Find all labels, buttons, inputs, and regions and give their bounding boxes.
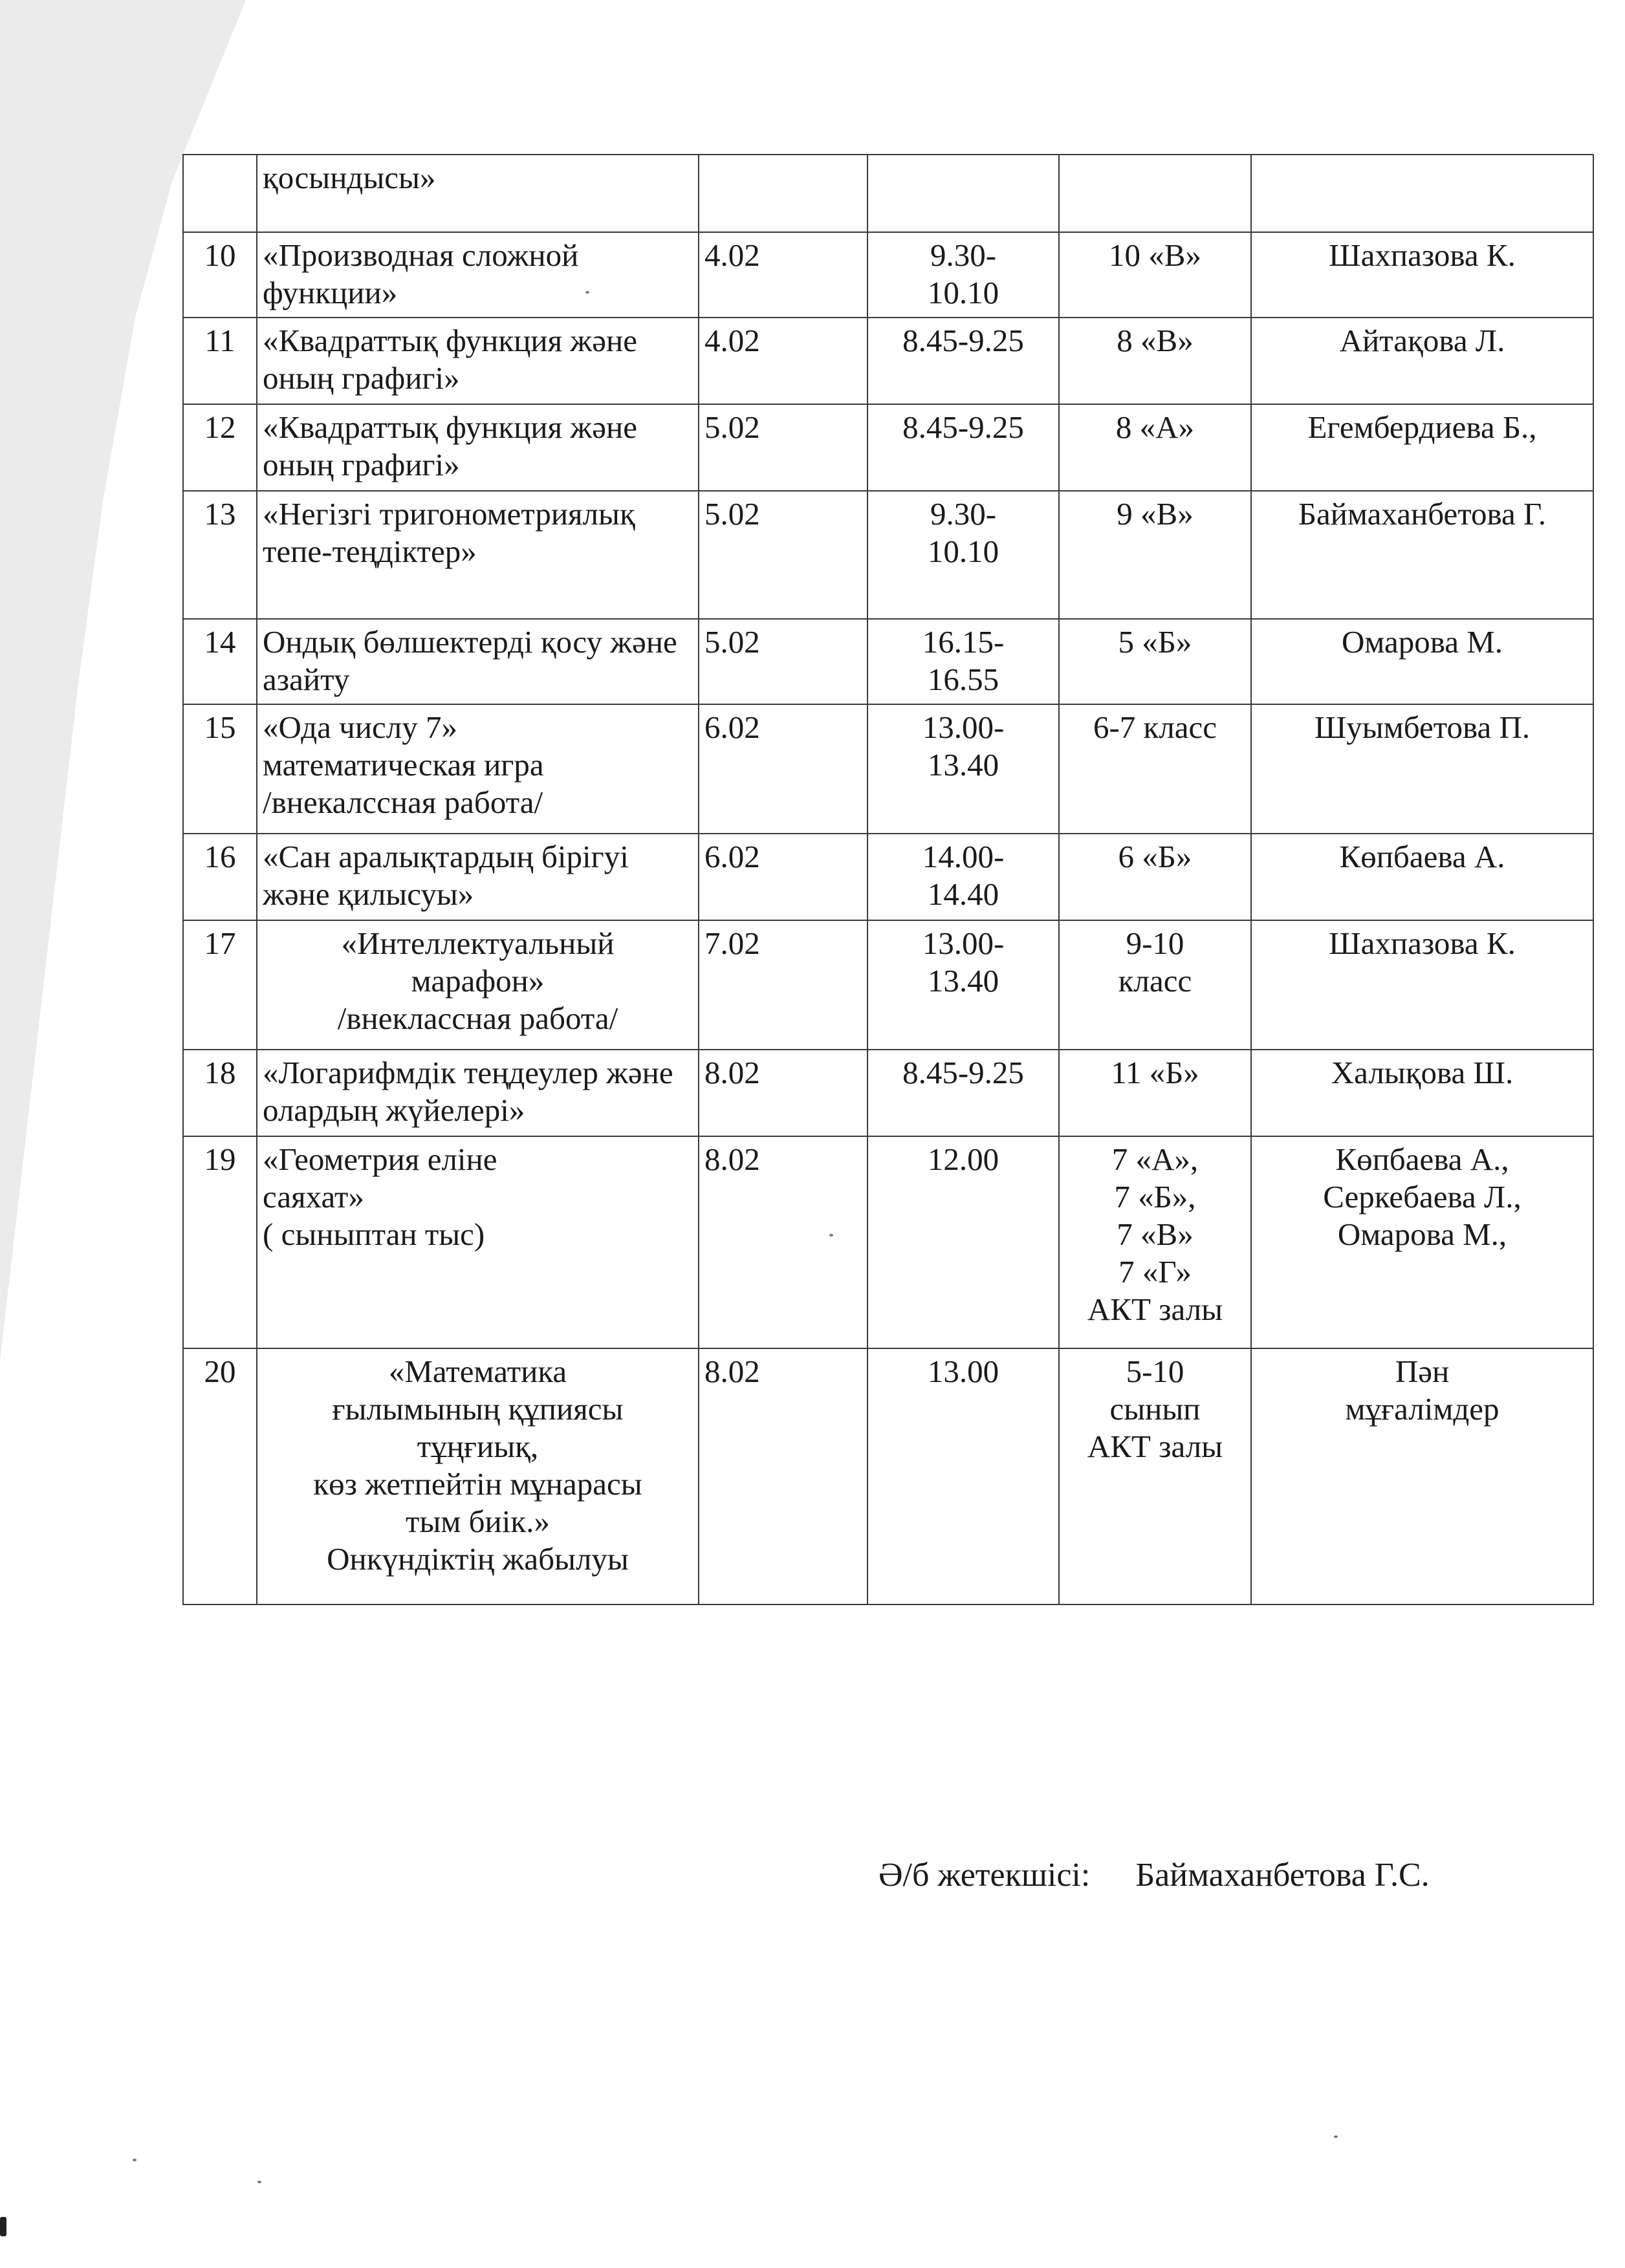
- event-teacher-cell: [1251, 704, 1593, 834]
- table-row: [183, 491, 1593, 619]
- event-teacher-cell: [1251, 619, 1593, 704]
- event-teacher: Көпбаева А.: [1339, 839, 1505, 874]
- event-class: 6 «Б»: [1118, 839, 1192, 874]
- event-date-cell: [699, 1348, 867, 1604]
- event-class: 5-10 сынып АКТ залы: [1087, 1354, 1223, 1464]
- event-time-cell: [867, 232, 1059, 318]
- event-time-cell: [867, 619, 1059, 704]
- event-time-cell: [867, 1050, 1059, 1136]
- row-number: 17: [204, 925, 236, 961]
- event-date-cell: [699, 155, 867, 232]
- event-date-cell: [699, 834, 867, 920]
- event-class-cell: [1059, 920, 1251, 1050]
- event-class-cell: [1059, 232, 1251, 318]
- event-teacher-cell: [1251, 1348, 1593, 1604]
- row-number-cell: [183, 834, 257, 920]
- row-number-cell: [183, 920, 257, 1050]
- row-number-cell: [183, 619, 257, 704]
- event-title: «Квадраттық функция және оның графигі»: [263, 323, 638, 396]
- event-time: 12.00: [927, 1141, 999, 1177]
- event-date: 8.02: [704, 1055, 760, 1090]
- scan-speck: [133, 2159, 136, 2161]
- event-date: 5.02: [704, 496, 760, 532]
- row-number: 12: [204, 409, 236, 445]
- event-date: 5.02: [704, 409, 760, 445]
- event-class-cell: [1059, 704, 1251, 834]
- event-date-cell: [699, 404, 867, 491]
- event-date-cell: [699, 1050, 867, 1136]
- event-teacher-cell: [1251, 1050, 1593, 1136]
- event-time: 8.45-9.25: [902, 323, 1024, 358]
- event-title: «Геометрия еліне саяхат» ( сыныптан тыс): [263, 1141, 497, 1252]
- event-title: «Ода числу 7» математическая игра /внекалссная работа/: [263, 709, 544, 820]
- row-number: 14: [204, 624, 236, 660]
- event-time: 13.00- 13.40: [922, 709, 1005, 783]
- row-number: 15: [204, 709, 236, 745]
- scan-speck: [257, 2181, 261, 2183]
- event-time: 8.45-9.25: [902, 409, 1024, 445]
- event-class: 5 «Б»: [1118, 624, 1192, 660]
- table-row: [183, 1136, 1593, 1348]
- event-title: «Интеллектуальный марафон» /внеклассная работа/: [337, 925, 618, 1036]
- event-date-cell: [699, 491, 867, 619]
- event-date: 8.02: [704, 1141, 760, 1177]
- event-teacher: Айтақова Л.: [1339, 323, 1505, 358]
- row-number-cell: [183, 1136, 257, 1348]
- event-class: 10 «В»: [1109, 237, 1201, 273]
- event-title-cell: [257, 1050, 699, 1136]
- event-title-cell: [257, 619, 699, 704]
- table-row: [183, 155, 1593, 232]
- event-teacher: Көпбаева А., Серкебаева Л., Омарова М.,: [1323, 1141, 1521, 1252]
- event-title: «Логарифмдік теңдеулер және олардың жүйелері»: [263, 1055, 673, 1128]
- event-title-cell: [257, 404, 699, 491]
- row-number: 18: [204, 1055, 236, 1090]
- signature-name: Баймаханбетова Г.С.: [1135, 1857, 1430, 1894]
- row-number-cell: [183, 1348, 257, 1604]
- row-number: 10: [204, 237, 236, 273]
- event-teacher: Шуымбетова П.: [1314, 709, 1531, 745]
- event-class: 8 «В»: [1117, 323, 1194, 358]
- signature-role: Ә/б жетекшісі:: [878, 1857, 1091, 1894]
- table-row: [183, 704, 1593, 834]
- signature-block: [878, 1856, 1430, 1894]
- event-title: «Квадраттық функция және оның графигі»: [263, 409, 638, 482]
- event-title-cell: [257, 834, 699, 920]
- event-time: 16.15- 16.55: [922, 624, 1005, 697]
- row-number: 19: [204, 1141, 236, 1177]
- event-title: «Математика ғылымының құпиясы тұңғиық, көз жетпейтін мұнарасы тым биік.» Онкүндіктің жабылуы: [313, 1354, 642, 1577]
- event-teacher-cell: [1251, 491, 1593, 619]
- row-number-cell: [183, 491, 257, 619]
- event-teacher: Шахпазова К.: [1329, 237, 1516, 273]
- row-number: 13: [204, 496, 236, 532]
- event-title-cell: [257, 232, 699, 318]
- event-title-cell: [257, 1348, 699, 1604]
- event-time: 14.00- 14.40: [922, 839, 1005, 912]
- event-teacher: Омарова М.: [1341, 624, 1503, 660]
- event-class-cell: [1059, 1050, 1251, 1136]
- event-teacher: Шахпазова К.: [1329, 925, 1516, 961]
- event-teacher: Халықова Ш.: [1331, 1055, 1514, 1090]
- event-title: Ондық бөлшектерді қосу және азайту: [263, 624, 677, 697]
- event-date: 6.02: [704, 839, 760, 874]
- event-time: 9.30- 10.10: [927, 237, 999, 310]
- event-class: 8 «А»: [1115, 409, 1195, 445]
- event-date: 8.02: [704, 1354, 760, 1389]
- table-row: [183, 318, 1593, 404]
- event-title-cell: [257, 155, 699, 232]
- event-class: 11 «Б»: [1111, 1055, 1199, 1090]
- event-title: қосындысы»: [263, 160, 436, 195]
- event-teacher-cell: [1251, 1136, 1593, 1348]
- row-number-cell: [183, 155, 257, 232]
- row-number: 20: [204, 1354, 236, 1389]
- row-number: 16: [204, 839, 236, 874]
- event-teacher: Пән мұғалімдер: [1345, 1354, 1500, 1427]
- event-title: «Производная сложной функции»: [263, 237, 579, 310]
- event-teacher-cell: [1251, 318, 1593, 404]
- event-teacher-cell: [1251, 155, 1593, 232]
- event-teacher-cell: [1251, 834, 1593, 920]
- event-time: 13.00- 13.40: [922, 925, 1005, 999]
- event-date-cell: [699, 704, 867, 834]
- table-row: [183, 232, 1593, 318]
- row-number-cell: [183, 232, 257, 318]
- event-class: 7 «А», 7 «Б», 7 «В» 7 «Г» АКТ залы: [1087, 1141, 1223, 1327]
- event-class-cell: [1059, 619, 1251, 704]
- table-row: [183, 404, 1593, 491]
- event-time-cell: [867, 491, 1059, 619]
- event-class-cell: [1059, 1348, 1251, 1604]
- table-row: [183, 920, 1593, 1050]
- event-date-cell: [699, 619, 867, 704]
- event-title-cell: [257, 318, 699, 404]
- event-date-cell: [699, 232, 867, 318]
- event-class: 9 «В»: [1117, 496, 1194, 532]
- event-date-cell: [699, 1136, 867, 1348]
- event-time-cell: [867, 704, 1059, 834]
- event-time: 13.00: [927, 1354, 999, 1389]
- event-class: 9-10 класс: [1118, 925, 1192, 999]
- event-class-cell: [1059, 404, 1251, 491]
- event-time: 8.45-9.25: [902, 1055, 1024, 1090]
- event-time-cell: [867, 1136, 1059, 1348]
- event-class-cell: [1059, 491, 1251, 619]
- scan-speck: [1334, 2135, 1338, 2138]
- table-row: [183, 1348, 1593, 1604]
- event-time-cell: [867, 834, 1059, 920]
- event-date: 5.02: [704, 624, 760, 660]
- event-teacher: Баймаханбетова Г.: [1298, 496, 1547, 532]
- event-teacher: Егембердиева Б.,: [1307, 409, 1537, 445]
- event-time-cell: [867, 318, 1059, 404]
- row-number-cell: [183, 704, 257, 834]
- event-date: 7.02: [704, 925, 760, 961]
- event-class-cell: [1059, 155, 1251, 232]
- event-time-cell: [867, 155, 1059, 232]
- table-row: [183, 619, 1593, 704]
- event-title-cell: [257, 704, 699, 834]
- row-number-cell: [183, 318, 257, 404]
- row-number-cell: [183, 1050, 257, 1136]
- event-date: 6.02: [704, 709, 760, 745]
- event-class-cell: [1059, 318, 1251, 404]
- event-class: 6-7 класс: [1093, 709, 1217, 745]
- event-time-cell: [867, 1348, 1059, 1604]
- event-date-cell: [699, 920, 867, 1050]
- event-teacher-cell: [1251, 404, 1593, 491]
- event-date-cell: [699, 318, 867, 404]
- event-time-cell: [867, 920, 1059, 1050]
- event-date: 4.02: [704, 323, 760, 358]
- event-title: «Негізгі тригонометриялық тепе-теңдіктер»: [263, 496, 635, 569]
- event-class-cell: [1059, 1136, 1251, 1348]
- event-date: 4.02: [704, 237, 760, 273]
- event-class-cell: [1059, 834, 1251, 920]
- row-number: 11: [204, 323, 235, 358]
- row-number-cell: [183, 404, 257, 491]
- event-teacher-cell: [1251, 232, 1593, 318]
- event-teacher-cell: [1251, 920, 1593, 1050]
- table-row: [183, 1050, 1593, 1136]
- event-schedule-table: [182, 154, 1594, 1605]
- event-title-cell: [257, 1136, 699, 1348]
- event-time-cell: [867, 404, 1059, 491]
- event-title-cell: [257, 920, 699, 1050]
- event-time: 9.30- 10.10: [927, 496, 999, 569]
- event-title-cell: [257, 491, 699, 619]
- scan-edge-mark: [0, 2217, 6, 2236]
- table-row: [183, 834, 1593, 920]
- event-title: «Сан аралықтардың бірігуі және қилысуы»: [263, 839, 629, 912]
